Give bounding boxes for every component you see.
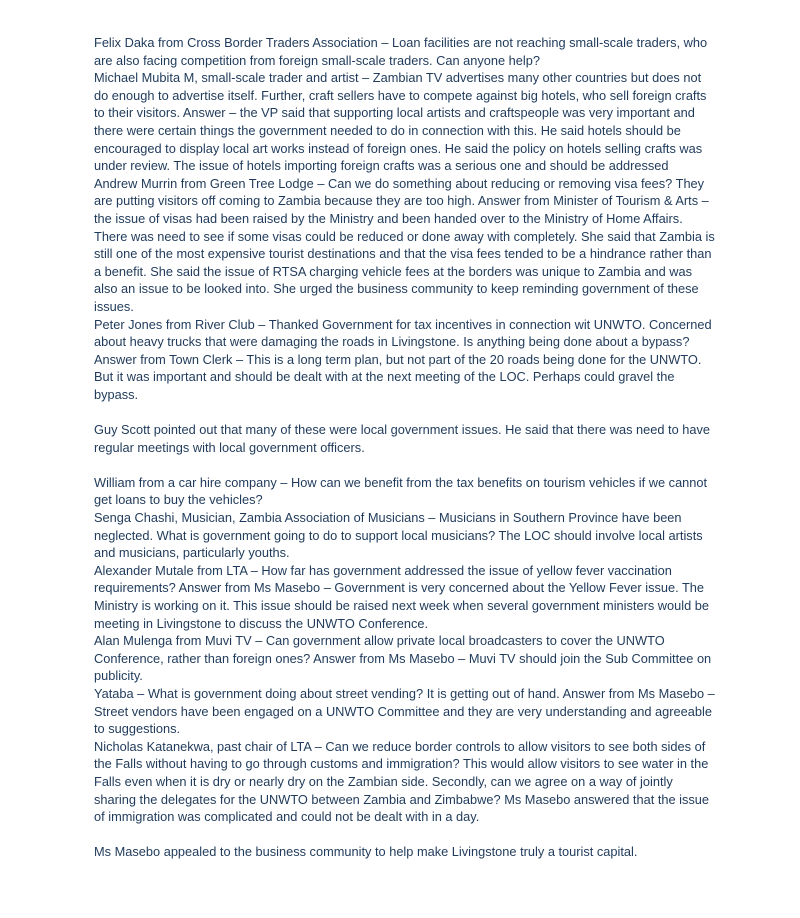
paragraph-guy-scott: Guy Scott pointed out that many of these were local government issues. He said that there was need to have regular meetings with local government officers. <box>94 422 711 455</box>
paragraph-spacer <box>94 456 716 474</box>
paragraph-alan-mulenga: Alan Mulenga from Muvi TV – Can government allow private local broadcasters to cover the UNWTO Conference, rather than foreign ones? Answer from Ms Masebo – Muvi TV should join the Sub Committee on publicity. <box>94 633 712 684</box>
paragraph-alexander-mutale: Alexander Mutale from LTA – How far has government addressed the issue of yellow fever vaccination requirements? Answer from Ms Masebo – Government is very concerned about the Yellow Fever issue. The Ministry is working on it. This issue should be raised next week when several government ministers would be meeting in Livingstone to discuss the UNWTO Conference. <box>94 562 710 631</box>
document-page <box>94 34 716 861</box>
paragraph-ms-masebo-appeal: Ms Masebo appealed to the business community to help make Livingstone truly a tourist capital. <box>94 844 638 860</box>
paragraph-nicholas-katanekwa: Nicholas Katanekwa, past chair of LTA – Can we reduce border controls to allow visitors to see both sides of the Falls without having to go through customs and immigration? This would allow visitors to see water in the Falls even when it is dry or nearly dry on the Zambian side. Secondly, can we agree on a way of jointly sharing the delegates for the UNWTO between Zambia and Zimbabwe? Ms Masebo answered that the issue of immigration was complicated and could not be dealt with in a day. <box>94 738 710 825</box>
paragraph-yataba: Yataba – What is government doing about street vending? It is getting out of hand. Answer from Ms Masebo – Street vendors have been engaged on a UNWTO Committee and they are very understanding and agreeable to suggestions. <box>94 685 715 737</box>
paragraph-felix-daka: Felix Daka from Cross Border Traders Association – Loan facilities are not reaching small-scale traders, who are also facing competition from foreign small-scale traders. Can anyone help? <box>94 35 708 68</box>
paragraph-spacer <box>94 826 716 844</box>
paragraph-spacer <box>94 403 716 421</box>
paragraph-michael-mubita: Michael Mubita M, small-scale trader and artist – Zambian TV advertises many other countries but does not do enough to advertise itself. Further, craft sellers have to compete against big hotels, who sell foreign crafts to their visitors. Answer – the VP said that supporting local artists and craftspeople was very important and there were certain things the government needed to do in connection with this. He said hotels should be encouraged to display local art works instead of foreign ones. He said the policy on hotels selling crafts was under review. The issue of hotels importing foreign crafts was a serious one and should be addressed <box>94 70 707 174</box>
paragraph-william: William from a car hire company – How can we benefit from the tax benefits on tourism vehicles if we cannot get loans to buy the vehicles? <box>94 474 708 508</box>
paragraph-senga-chashi: Senga Chashi, Musician, Zambia Association of Musicians – Musicians in Southern Province have been neglected. What is government going to do to support local musicians? The LOC should involve local artists and musicians, particularly youths. <box>94 510 703 561</box>
paragraph-peter-jones: Peter Jones from River Club – Thanked Government for tax incentives in connection wit UNWTO. Concerned about heavy trucks that were damaging the roads in Livingstone. Is anything being done about a bypass? Answer from Town Clerk – This is a long term plan, but not part of the 20 roads being done for the UNWTO. But it was important and should be dealt with at the next meeting of the LOC. Perhaps could gravel the bypass. <box>94 316 712 402</box>
paragraph-andrew-murrin: Andrew Murrin from Green Tree Lodge – Can we do something about reducing or removing visa fees? They are putting visitors off coming to Zambia because they are too high. Answer from Minister of Tourism & Arts – the issue of visas had been raised by the Ministry and been handed over to the Ministry of Home Affairs. There was need to see if some visas could be reduced or done away with completely. She said that Zambia is still one of the most expensive tourist destinations and that the visa fees tended to be a hindrance rather than a benefit. She said the issue of RTSA charging vehicle fees at the borders was unique to Zambia and was also an issue to be looked into. She urged the business community to keep reminding government of these issues. <box>94 175 715 314</box>
